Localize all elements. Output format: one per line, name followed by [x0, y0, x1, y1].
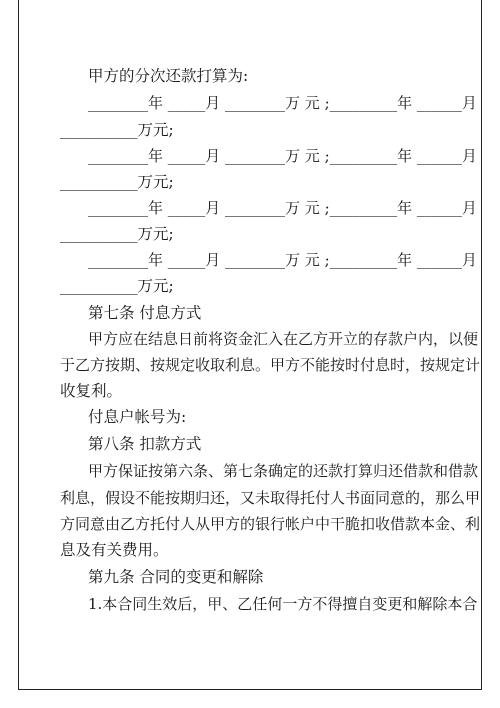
- installment-row-3: ________年 _____月 ________万 元 ;_________年 ______月: [88, 199, 477, 217]
- installment-cont-1: __________万元;: [60, 121, 174, 139]
- article-8-paragraph-line-2: 利息，假设不能按期归还，又未取得托付人书面同意的，那么甲: [60, 489, 481, 507]
- article-7-title: 第七条 付息方式: [88, 304, 202, 322]
- article-8-paragraph-line-3: 方同意由乙方托付人从甲方的银行帐户中干脆扣收借款本金、利: [60, 515, 481, 533]
- article-8-paragraph-line-1: 甲方保证按第六条、第七条确定的还款打算归还借款和借款: [88, 462, 479, 480]
- article-8-title: 第八条 扣款方式: [88, 435, 202, 453]
- article-9-paragraph-line-1: 1.本合同生效后，甲、乙任何一方不得擅自变更和解除本合: [88, 595, 478, 613]
- article-7-paragraph-line-2: 于乙方按期、按规定收取利息。甲方不能按时付息时，按规定计: [60, 356, 481, 374]
- article-9-title: 第九条 合同的变更和解除: [88, 568, 264, 586]
- article-8-paragraph-line-4: 息及有关费用。: [60, 541, 169, 559]
- installment-row-2: ________年 _____月 ________万 元 ;_________年 ______月: [88, 147, 477, 165]
- installment-cont-3: __________万元;: [60, 225, 174, 243]
- installment-cont-2: __________万元;: [60, 173, 174, 191]
- account-label: 付息户帐号为:: [88, 408, 187, 426]
- installment-cont-4: __________万元;: [60, 277, 174, 295]
- article-7-paragraph-line-1: 甲方应在结息日前将资金汇入在乙方开立的存款户内，以便: [88, 330, 479, 348]
- installment-row-4: ________年 _____月 ________万 元 ;_________年 ______月: [88, 251, 477, 269]
- installment-title: 甲方的分次还款打算为:: [88, 67, 249, 85]
- installment-row-1: ________年 _____月 ________万 元 ;_________年 ______月: [88, 94, 477, 112]
- article-7-paragraph-line-3: 收复利。: [60, 382, 123, 400]
